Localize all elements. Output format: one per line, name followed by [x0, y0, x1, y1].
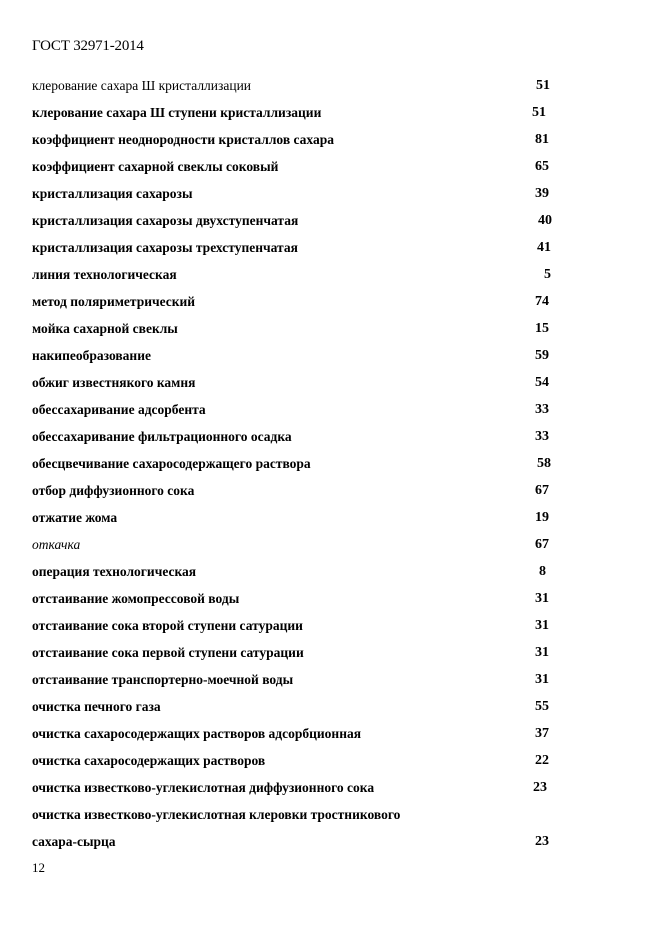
- index-term: отстаивание сока второй ступени сатурации: [32, 618, 303, 633]
- index-term: кристаллизация сахарозы: [32, 186, 193, 201]
- index-term: сахара-сырца: [32, 834, 116, 849]
- index-entry: [0, 396, 661, 423]
- index-entry: [0, 288, 661, 315]
- index-page-ref: 67: [535, 483, 549, 498]
- index-entry: [0, 585, 661, 612]
- index-page-ref: 22: [535, 753, 549, 768]
- index-entry: [0, 315, 661, 342]
- index-page-ref: 33: [535, 402, 549, 417]
- index-entry: [0, 342, 661, 369]
- index-term: линия технологическая: [32, 267, 177, 282]
- index-page-ref: 15: [535, 321, 549, 336]
- index-term: очистка известково-углекислотная диффузионного сока: [32, 780, 375, 795]
- index-term: кристаллизация сахарозы трехступенчатая: [32, 240, 298, 255]
- index-page-ref: 39: [535, 186, 549, 201]
- index-entry: [0, 261, 661, 288]
- index-page-ref: 67: [535, 537, 549, 552]
- index-page-ref: 41: [537, 240, 551, 255]
- index-page-ref: 65: [535, 159, 549, 174]
- index-term: накипеобразование: [32, 348, 151, 363]
- index-term: кристаллизация сахарозы двухступенчатая: [32, 213, 299, 228]
- index-term: отбор диффузионного сока: [32, 483, 195, 498]
- index-term: обесцвечивание сахаросодержащего раствора: [32, 456, 311, 471]
- index-term: клерование сахара Ш кристаллизации: [32, 78, 252, 93]
- index-term: коэффициент сахарной свеклы соковый: [32, 159, 279, 174]
- page-number: 12: [32, 860, 45, 875]
- index-entry: [0, 612, 661, 639]
- index-page-ref: 54: [535, 375, 549, 390]
- index-term: операция технологическая: [32, 564, 197, 579]
- index-page-ref: 74: [535, 294, 549, 309]
- index-page-ref: 8: [539, 564, 546, 579]
- index-page-ref: 55: [535, 699, 549, 714]
- index-entry: [0, 801, 661, 828]
- index-page-ref: 58: [537, 456, 551, 471]
- index-term: клерование сахара Ш ступени кристаллизации: [32, 105, 322, 120]
- index-page-ref: 81: [535, 132, 549, 147]
- index-page-ref: 51: [536, 78, 550, 93]
- index-term: очистка сахаросодержащих растворов адсорбционная: [32, 726, 362, 741]
- index-term: отстаивание транспортерно-моечной воды: [32, 672, 294, 687]
- index-entry: [0, 639, 661, 666]
- index-entry: [0, 504, 661, 531]
- index-entry: [0, 126, 661, 153]
- index-term: метод поляриметрический: [32, 294, 196, 309]
- index-term: обессахаривание адсорбента: [32, 402, 206, 417]
- index-entry: [0, 234, 661, 261]
- index-term: отстаивание сока первой ступени сатурации: [32, 645, 304, 660]
- index-entry: [0, 774, 661, 801]
- index-entry: [0, 450, 661, 477]
- index-term: обжиг известнякого камня: [32, 375, 196, 390]
- document-header: ГОСТ 32971-2014: [32, 38, 144, 54]
- index-term: очистка сахаросодержащих растворов: [32, 753, 266, 768]
- index-entry: [0, 369, 661, 396]
- index-term: очистка известково-углекислотная клеровки тростникового: [32, 807, 401, 822]
- index-page-ref: 19: [535, 510, 549, 525]
- index-page-ref: 31: [535, 618, 549, 633]
- index-term: очистка печного газа: [32, 699, 161, 714]
- index-entry: [0, 99, 661, 126]
- index-term: обессахаривание фильтрационного осадка: [32, 429, 292, 444]
- index-entry: [0, 153, 661, 180]
- index-page-ref: 37: [535, 726, 549, 741]
- index-entry: [0, 531, 661, 558]
- index-page-ref: 31: [535, 672, 549, 687]
- index-page-ref: 31: [535, 591, 549, 606]
- index-entry: [0, 693, 661, 720]
- index-page-ref: 23: [533, 780, 547, 795]
- index-entry: [0, 558, 661, 585]
- index-list: [0, 72, 661, 855]
- index-page-ref: 40: [538, 213, 552, 228]
- index-entry: [0, 72, 661, 99]
- index-entry: [0, 747, 661, 774]
- index-page-ref: 33: [535, 429, 549, 444]
- index-page-ref: 5: [544, 267, 551, 282]
- index-entry: [0, 423, 661, 450]
- index-entry: [0, 666, 661, 693]
- index-page-ref: 59: [535, 348, 549, 363]
- index-entry: [0, 720, 661, 747]
- index-term: отжатие жома: [32, 510, 118, 525]
- index-entry: [0, 207, 661, 234]
- index-term: коэффициент неоднородности кристаллов сахара: [32, 132, 334, 147]
- index-entry: [0, 477, 661, 504]
- index-entry: [0, 180, 661, 207]
- index-page-ref: 51: [532, 105, 546, 120]
- index-term: мойка сахарной свеклы: [32, 321, 178, 336]
- index-entry: [0, 828, 661, 855]
- index-term: отстаивание жомопрессовой воды: [32, 591, 240, 606]
- index-page-ref: 23: [535, 834, 549, 849]
- index-term: откачка: [32, 537, 81, 552]
- index-page-ref: 31: [535, 645, 549, 660]
